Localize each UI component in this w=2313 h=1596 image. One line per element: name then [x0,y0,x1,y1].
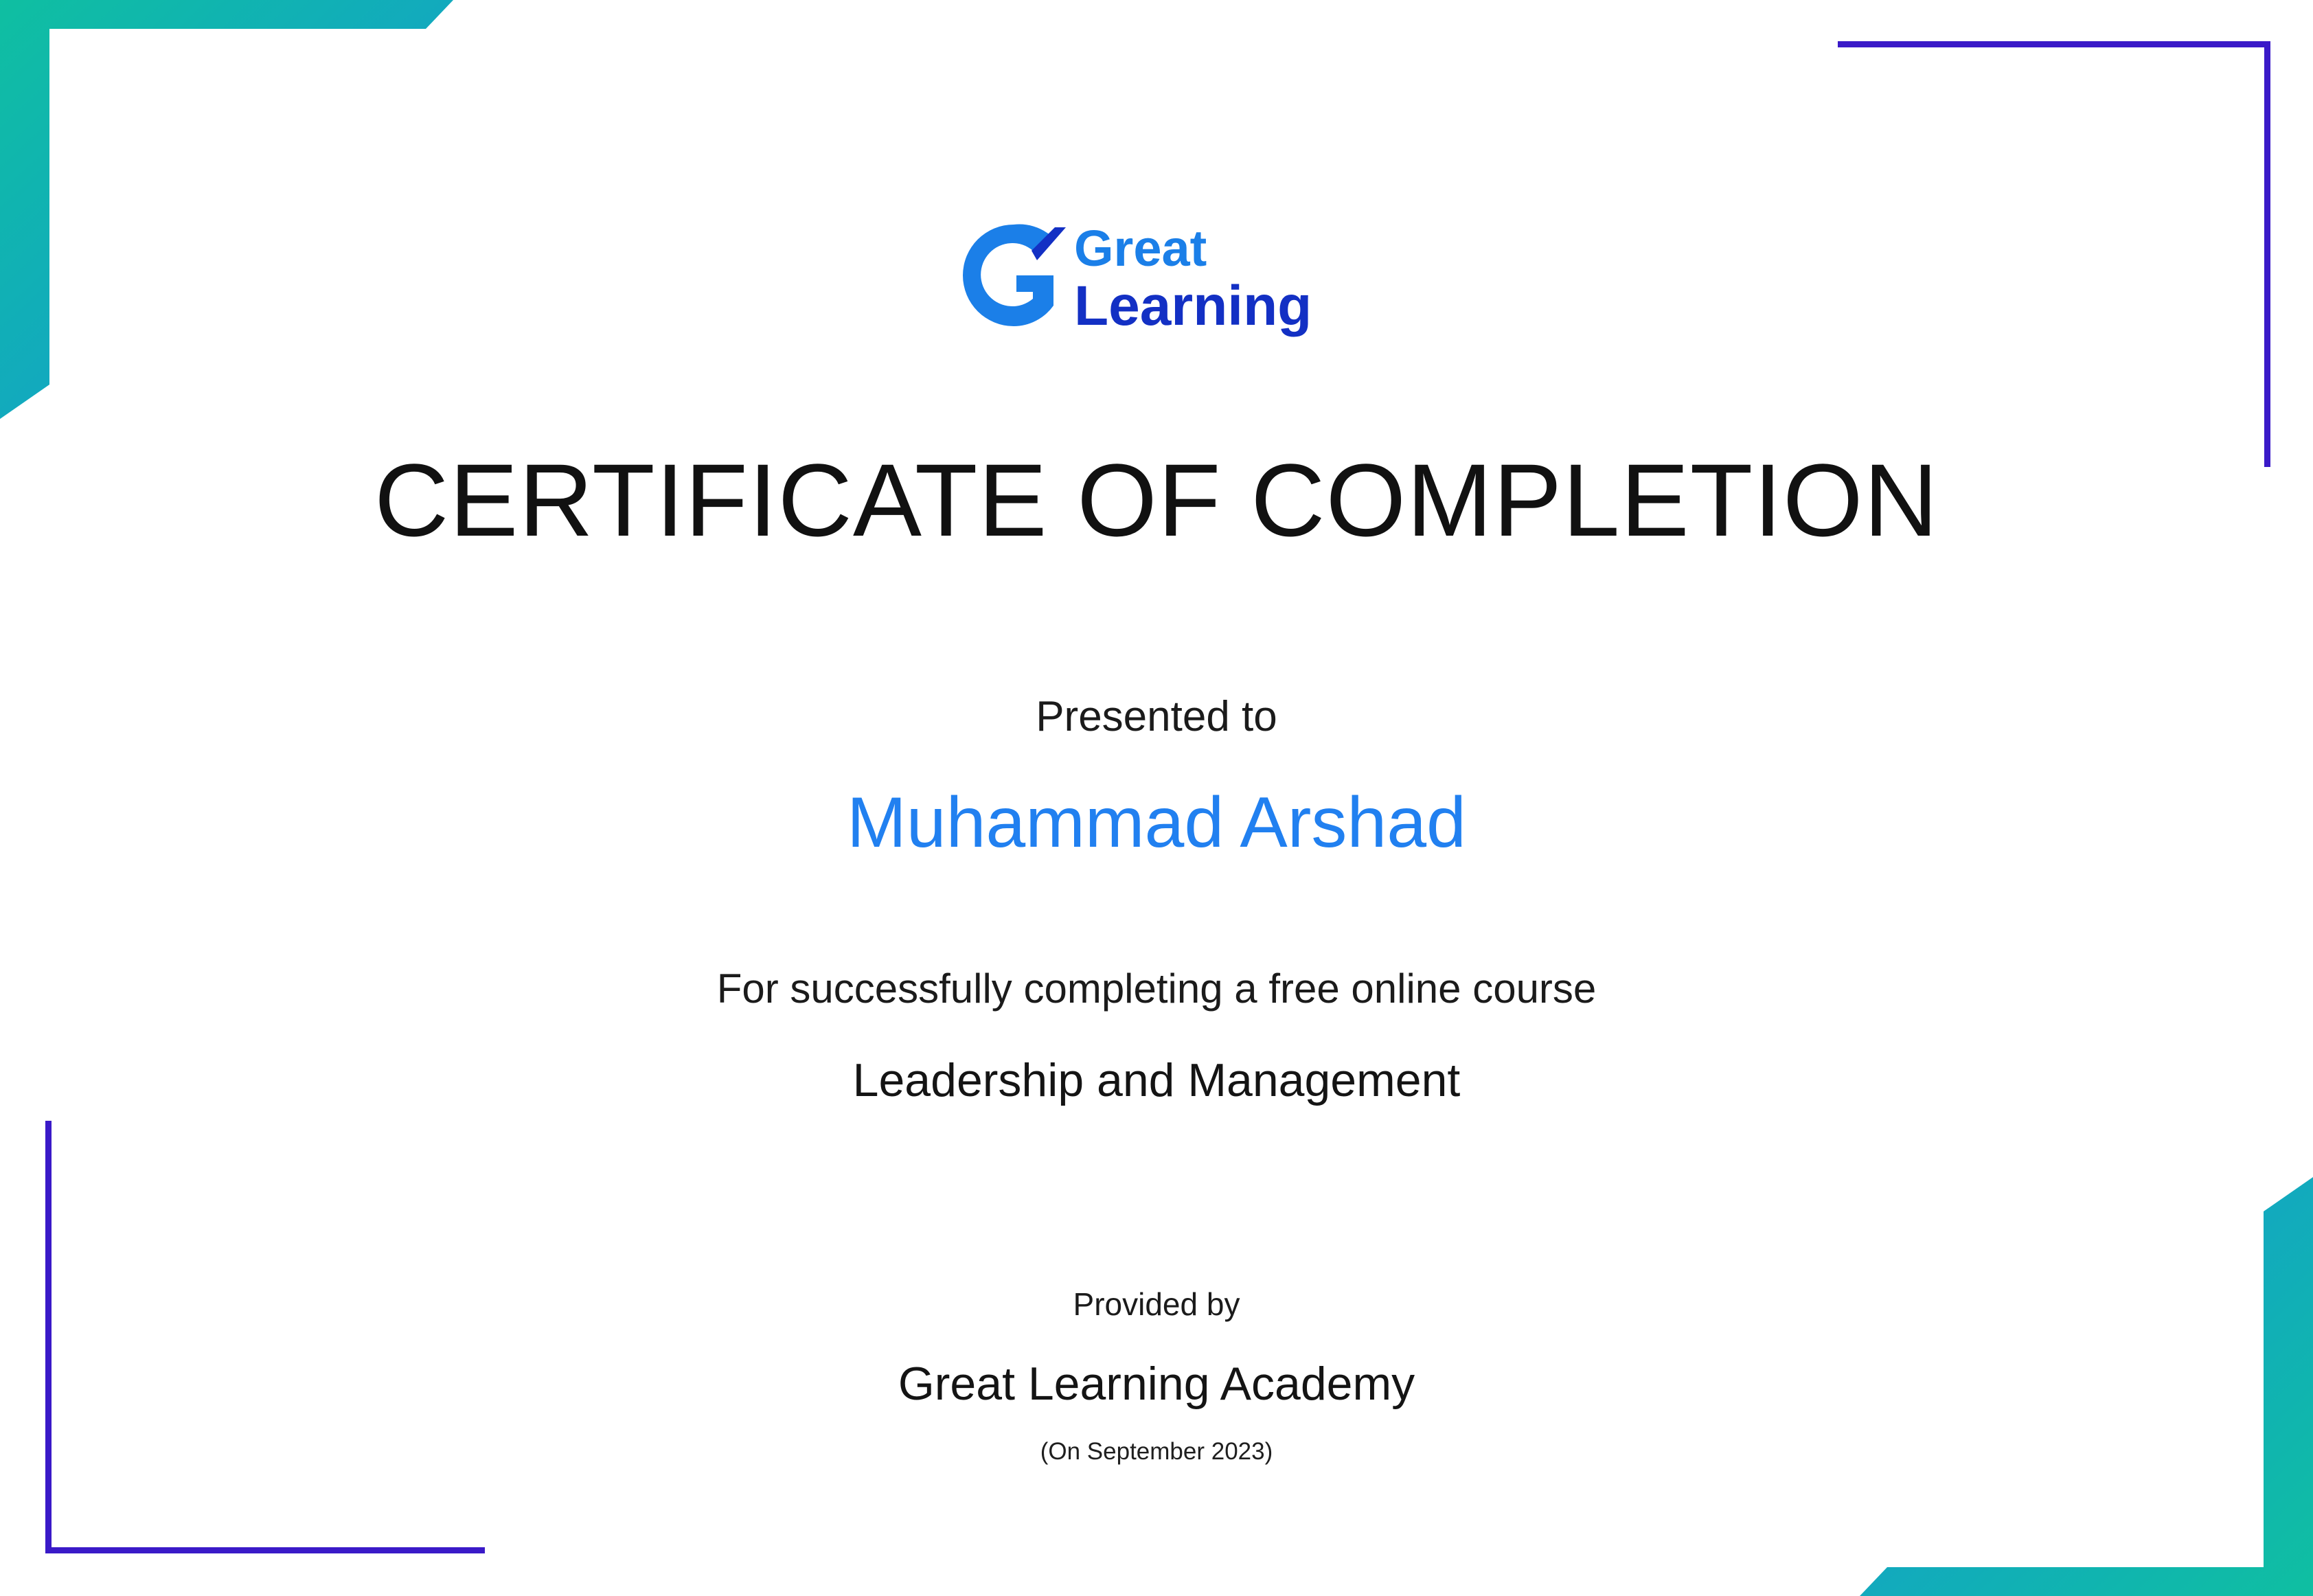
presented-to-label: Presented to [1036,692,1277,740]
recipient-name: Muhammad Arshad [847,782,1466,863]
great-learning-logo [950,206,1363,350]
course-name: Leadership and Management [852,1053,1461,1106]
great-learning-logo-svg [950,209,1363,347]
svg-text:Great: Great [1074,220,1207,277]
issue-date: (On September 2023) [1040,1437,1273,1465]
certificate-title: CERTIFICATE OF COMPLETION [374,442,1939,558]
provided-by-label: Provided by [1073,1286,1240,1322]
svg-text:Learning: Learning [1074,275,1312,337]
logo-g-mark-icon [963,225,1066,326]
completion-statement: For successfully completing a free online course [716,965,1597,1012]
provider-name: Great Learning Academy [898,1357,1415,1410]
